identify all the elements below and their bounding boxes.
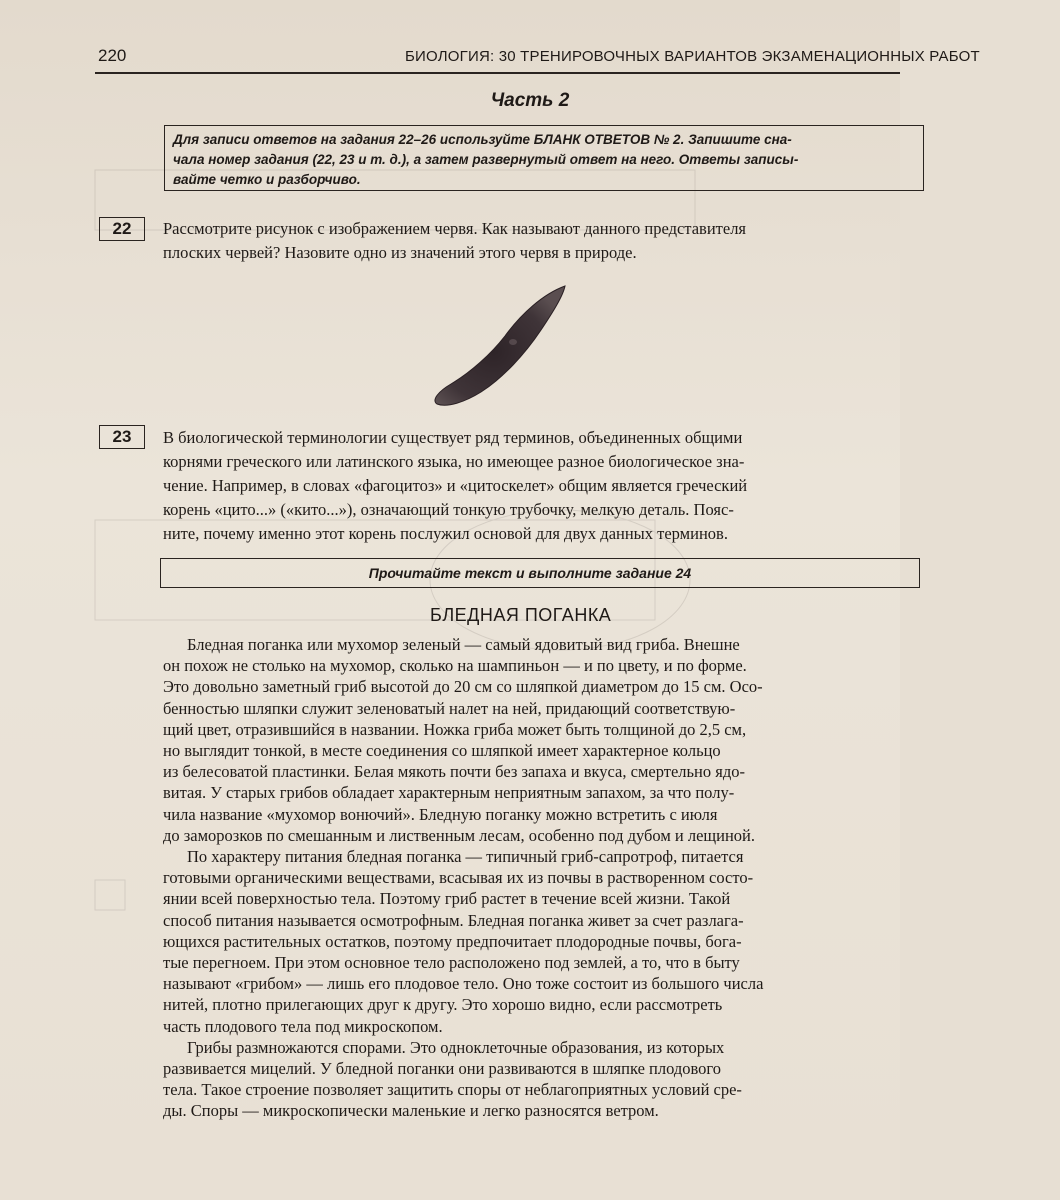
flatworm-illustration [425,280,585,410]
article-line: По характеру питания бледная поганка — типичный гриб-сапротроф, питается [187,847,744,866]
instruction-line: чала номер задания (22, 23 и т. д.), а затем развернутый ответ на него. Ответы записы- [173,152,799,167]
page-number: 220 [98,46,127,65]
running-title: БИОЛОГИЯ: 30 ТРЕНИРОВОЧНЫХ ВАРИАНТОВ ЭКЗАМЕНАЦИОННЫХ РАБОТ [405,48,980,65]
task-23-line: чение. Например, в словах «фагоцитоз» и «цитоскелет» общим является греческий [163,476,748,495]
article-line: Это довольно заметный гриб высотой до 20 см со шляпкой диаметром до 15 см. Осо- [163,677,763,697]
task-22-number: 22 [99,217,145,241]
article-line: чила название «мухомор вонючий». Бледную поганку можно встретить с июля [163,804,718,824]
article-line: ющихся растительных остатков, поэтому предпочитает плодородные почвы, бога- [163,931,742,951]
task-22-line: Рассмотрите рисунок с изображением червя. Как называют данного представителя [163,219,747,238]
article-line: бенностью шляпки служит зеленоватый налет на ней, придающий соответствую- [163,698,736,718]
article-line: он похож не столько на мухомор, сколько на шампиньон — и по цвету, и по форме. [163,656,747,676]
article-line: способ питания называется осмотрофным. Бледная поганка живет за счет разлага- [163,910,744,930]
article-line: называют «грибом» — лишь его плодовое тело. Оно тоже состоит из большого числа [163,974,764,994]
task-23-line: ните, почему именно этот корень послужил основой для двух данных терминов. [163,524,728,543]
read-instruction-box [160,558,920,588]
task-23-number: 23 [99,425,145,449]
article-line: развивается мицелий. У бледной поганки они развиваются в шляпке плодового [163,1059,722,1078]
text-title: БЛЕДНАЯ ПОГАНКА [430,605,612,625]
article-line: тела. Такое строение позволяет защитить споры от неблагоприятных условий сре- [163,1080,742,1100]
article-line: щий цвет, отразившийся в названии. Ножка гриба может быть толщиной до 2,5 см, [163,719,747,739]
instruction-line: вайте четко и разборчиво. [173,172,361,187]
task-23-line: корнями греческого или латинского языка, но имеющее разное биологическое зна- [163,452,745,471]
article-line: тые перегноем. При этом основное тело расположено под землей, а то, что в быту [163,953,740,972]
instruction-line: Для записи ответов на задания 22–26 используйте БЛАНК ОТВЕТОВ № 2. Запишите сна- [173,132,792,147]
article-line: из белесоватой пластинки. Белая мякоть почти без запаха и вкуса, смертельно ядо- [163,762,745,782]
article-line: но выглядит тонкой, в месте соединения со шляпкой имеет характерное кольцо [163,741,721,760]
article-line: ды. Споры — микроскопически маленькие и легко разносятся ветром. [163,1101,659,1121]
part-title: Часть 2 [490,90,570,111]
instructions-box [164,125,924,191]
article-line: Грибы размножаются спорами. Это одноклеточные образования, из которых [187,1037,725,1057]
page-header [95,40,980,74]
task-23-line: В биологической терминологии существует ряд терминов, объединенных общими [163,428,743,447]
article-line: до заморозков по смешанным и лиственным лесам, особенно под дубом и лещиной. [163,825,755,845]
article-line: нитей, плотно прилегающих друг к другу. Это хорошо видно, если рассмотреть [163,995,723,1015]
article-line: часть плодового тела под микроскопом. [163,1016,443,1036]
article-line: витая. У старых грибов обладает характерным неприятным запахом, за что полу- [163,783,735,803]
task-23-line: корень «цито...» («кито...»), означающий тонкую трубочку, мелкую деталь. Пояс- [163,500,734,519]
article-line: янии всей поверхностью тела. Поэтому гриб растет в течение всей жизни. Такой [163,889,731,909]
article-line: Бледная поганка или мухомор зеленый — самый ядовитый вид гриба. Внешне [187,635,740,654]
task-22-line: плоских червей? Назовите одно из значений этого червя в природе. [163,243,637,262]
article-line: готовыми органическими веществами, всасывая их из почвы в растворенном состо- [163,868,754,888]
read-instruction: Прочитайте текст и выполните задание 24 [368,565,692,581]
